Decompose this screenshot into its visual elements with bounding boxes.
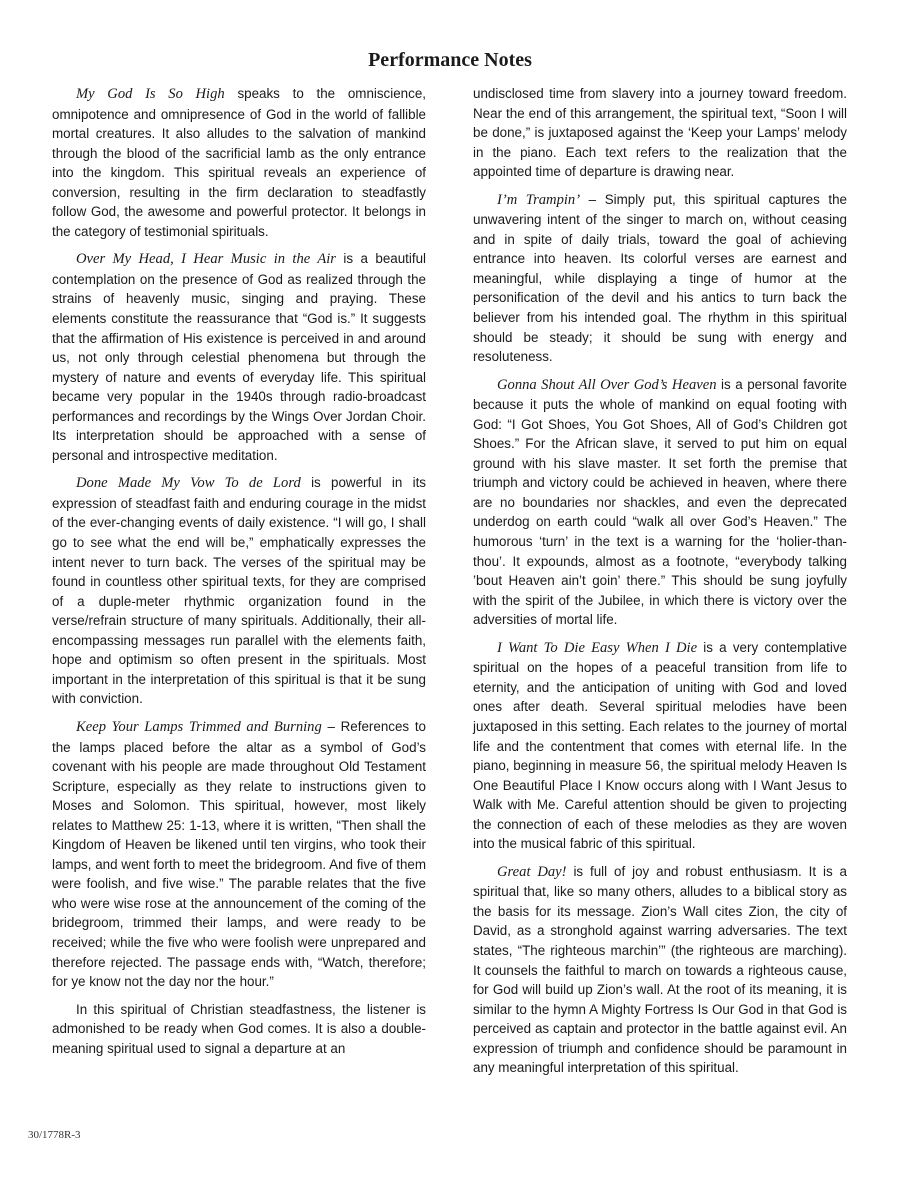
song-title: Done Made My Vow To de Lord xyxy=(76,475,301,492)
note-text: References to the lamps placed before the altar as a symbol of God’s covenant with his people are made throughout Old Testament Scripture, especially as they relate to instructions given to Moses and Solomon. This spiritual, however, most likely relates to Matthew 25: 1-13, where it is written, “Then shall the Kingdom of Heaven be likened until ten virgins, who took their lamps, and went forth to meet the bridegroom. And five of them were foolish, and five wise.” The parable relates that the five who were wise rose at the announcement of the coming of the bridegroom, trimmed their lamps, and were ready to be received; while the five who were foolish were unprepared and therefore rejected. The passage ends with, “Watch, therefore; for ye know not the day nor the hour.” xyxy=(52,718,426,990)
note-text: is full of joy and robust enthusiasm. It is a spiritual that, like so many others, alludes to a biblical story as the basis for its message. Zion’s Wall cites Zion, the city of David, as a stronghold against warring adversaries. The text states, “The righteous marchin’” (the righteous are marching). It counsels the faithful to march on towards a righteous cause, for God will build up Zion’s wall. At the root of its meaning, it is similar to the hymn A Mighty Fortress Is Our God in that God is perceived as captain and protector in the battle against evil. An expression of triumph and confidence should be paramount in any meaningful interpretation of this spiritual. xyxy=(473,863,847,1076)
page-title: Performance Notes xyxy=(368,49,532,71)
note-my-god-is-so-high xyxy=(52,84,426,241)
song-title: Over My Head, I Hear Music in the Air xyxy=(76,251,336,268)
note-text: is a very contemplative spiritual on the hopes of a peaceful transition from life to eternity, and the anticipation of uniting with God and loved ones after death. Several spiritual melodies have been juxtaposed in this setting. Each relates to the journey of mortal life and the contentment that comes with eternal life. In the piano, beginning in measure 56, the spiritual melody Heaven Is One Beautiful Place I Know occurs along with I Want Jesus to Walk with Me. Careful attention should be given to projecting the connection of each of these melodies as they are woven into the musical fabric of this spiritual. xyxy=(473,639,847,852)
note-great-day xyxy=(473,862,847,1078)
song-title: My God Is So High xyxy=(76,86,225,102)
note-text: In this spiritual of Christian steadfastness, the listener is admonished to be ready when God comes. It is also a double-meaning spiritual used to signal a departure at an xyxy=(52,1001,426,1056)
catalog-number: 30/1778R-3 xyxy=(28,1129,81,1141)
note-text: undisclosed time from slavery into a journey toward freedom. Near the end of this arrangement, the spiritual text, “Soon I will be done,” is juxtaposed against the ‘Keep your Lamps’ melody in the piano. Each text refers to the realization that the appointed time of departure is drawing near. xyxy=(473,86,847,180)
note-done-made-my-vow xyxy=(52,473,426,709)
note-i-want-to-die-easy xyxy=(473,638,847,854)
note-keep-your-lamps-end xyxy=(473,84,847,182)
song-title: Keep Your Lamps Trimmed and Burning xyxy=(76,718,322,735)
song-title: I’m Trampin’ xyxy=(497,191,581,208)
right-column xyxy=(473,84,847,1086)
note-text: is powerful in its expression of steadfast faith and enduring courage in the midst of the ever-changing events of daily existence. “I will go, I shall go to see what the end will be,” emphatically expresses the intent never to turn back. The verses of the spiritual may be found in countless other spiritual texts, for they are comprised of a duple-meter rhythmic organization found in the verse/refrain structure of many spirituals. Additionally, their all-encompassing messages run parallel with the elements faith, hope and optimism so often present in the spirituals. Most important in the interpretation of this spiritual is that it be sung with conviction. xyxy=(52,475,427,707)
note-text: is a beautiful contemplation on the presence of God as realized through the strains of heavenly music, singing and praying. These elements constitute the reassurance that “God is.” It suggests that the affirmation of His existence is perceived in and around us, not only through celestial phenomena but through the mystery of nature and events of everyday life. This spiritual became very popular in the 1940s through radio-broadcast performances and recordings by the Wings Over Jordan Choir. Its interpretation should be approached with a sense of personal and introspective meditation. xyxy=(52,251,426,463)
note-text: speaks to the omniscience, omnipotence and omnipresence of God in the world of fallible mortal creatures. It also alludes to the salvation of mankind through the blood of the sacrificial lamb as the only entrance into the kingdom. This spiritual reveals an experience of conversion, resulting in the firm declaration to steadfastly follow God, the awesome and powerful protector. It belongs in the category of testimonial spirituals. xyxy=(52,86,426,239)
note-keep-your-lamps-cont xyxy=(52,1000,426,1059)
note-text: Simply put, this spiritual captures the unwavering intent of the singer to march on, without ceasing and in spite of daily trials, toward the goal of achieving entrance into heaven. Its colorful verses are earnest and meaningful, while displaying a tinge of humor at the personification of the devil and his antics to turn back the believer from his intended goal. The rhythm in this spiritual should be steady; it should be sung with energy and resoluteness. xyxy=(473,191,847,365)
note-im-trampin: I’m Trampin’ – Simply put, this spiritual captures the unwavering intent of the singer to march on, without ceasing and in spite of daily trials, toward the goal of achieving entrance into heaven. Its colorful verses are earnest and meaningful, while displaying a tinge of humor at the personification of the devil and his antics to turn back the believer from his intended goal. The rhythm in this spiritual should be steady; it should be sung with energy and resoluteness. xyxy=(473,191,847,365)
note-text: is a personal favorite because it puts the whole of mankind on equal footing with God: “I Got Shoes, You Got Shoes, All of God’s Children got Shoes.” For the African slave, it served to put him on equal ground with his slave master. It set forth the premise that triumph and victory could be achieved in heaven, where there are no boundaries nor shackles, and even the deprecated underdog on earth could “walk all over God’s Heaven.” The humorous ‘turn’ in the text is a warning for the ‘holier-than-thou’. It expounds, almost as a footnote, “everybody talking ’bout Heaven ain’t goin’ there.” This should be sung joyfully with the spirit of the Jubilee, in which there is victory over the adversities of mortal life. xyxy=(473,376,848,628)
note-gonna-shout xyxy=(473,375,847,630)
left-column xyxy=(52,84,426,1066)
note-over-my-head xyxy=(52,249,426,465)
song-title: I Want To Die Easy When I Die xyxy=(497,639,698,656)
song-title: Great Day! xyxy=(497,863,567,880)
note-keep-your-lamps: Keep Your Lamps Trimmed and Burning – References to the lamps placed before the altar as a symbol of God’s covenant with his people are made throughout Old Testament Scripture, especially as they relate to instructions given to Moses and Solomon. This spiritual, however, most likely relates to Matthew 25: 1-13, where it is written, “Then shall the Kingdom of Heaven be likened until ten virgins, who took their lamps, and went forth to meet the bridegroom. And five of them were foolish, and five wise.” The parable relates that the five who were wise rose at the announcement of the coming of the bridegroom, trimmed their lamps, and were ready to be received; while the five who were foolish were unprepared and therefore rejected. The passage ends with, “Watch, therefore; for ye know not the day nor the hour.” xyxy=(52,718,426,990)
song-title: Gonna Shout All Over God’s Heaven xyxy=(497,376,717,393)
